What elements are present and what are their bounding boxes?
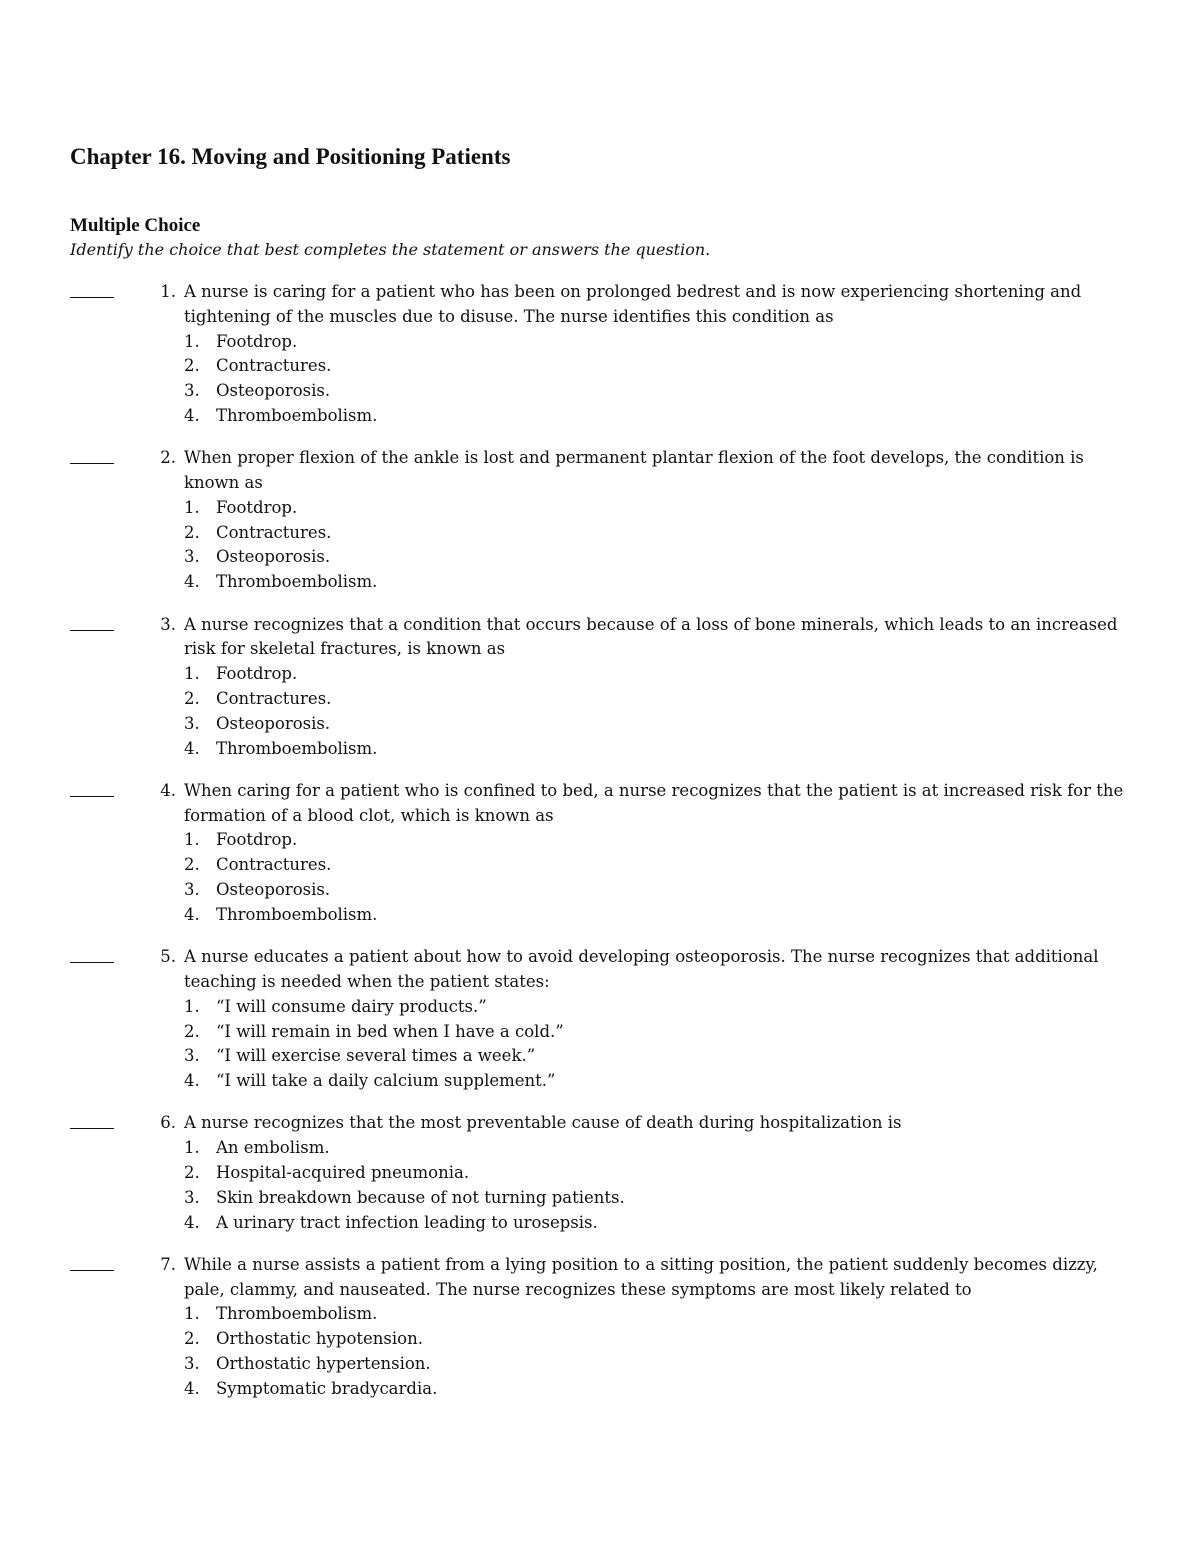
option-text: A urinary tract infection leading to urosepsis. — [216, 1212, 598, 1232]
option-item — [184, 995, 1140, 1020]
question-item — [70, 1111, 1140, 1235]
option-item — [184, 903, 1140, 928]
option-number: 2. — [184, 855, 200, 875]
question-body — [184, 1253, 1140, 1402]
question-number: 2. — [160, 448, 176, 468]
answer-blank[interactable] — [70, 945, 114, 963]
option-item — [184, 379, 1140, 404]
option-text: Contractures. — [216, 356, 332, 376]
question-stem: When proper flexion of the ankle is lost and permanent plantar flexion of the foot develops, the condition is known as — [184, 448, 1084, 493]
question-stem: While a nurse assists a patient from a lying position to a sitting position, the patient suddenly becomes dizzy, pale, clammy, and nauseated. The nurse recognizes these symptoms are most likely related to — [184, 1254, 1098, 1299]
question-number: 5. — [160, 947, 176, 967]
option-number: 3. — [184, 381, 200, 401]
option-item — [184, 828, 1140, 853]
option-item — [184, 1302, 1140, 1327]
question-item — [70, 779, 1140, 928]
option-item — [184, 1161, 1140, 1186]
question-number: 7. — [160, 1254, 176, 1274]
option-number: 1. — [184, 830, 200, 850]
option-item — [184, 1020, 1140, 1045]
option-number: 2. — [184, 1329, 200, 1349]
option-text: Contractures. — [216, 855, 332, 875]
option-number: 4. — [184, 1378, 200, 1398]
option-item — [184, 570, 1140, 595]
option-text: Symptomatic bradycardia. — [216, 1378, 438, 1398]
answer-blank[interactable] — [70, 779, 114, 797]
option-number: 1. — [184, 497, 200, 517]
option-number: 4. — [184, 738, 200, 758]
question-stem: A nurse recognizes that the most preventable cause of death during hospitalization is — [184, 1113, 902, 1133]
option-item — [184, 878, 1140, 903]
option-number: 3. — [184, 547, 200, 567]
answer-blank[interactable] — [70, 1111, 114, 1129]
option-item — [184, 496, 1140, 521]
option-text: Skin breakdown because of not turning patients. — [216, 1187, 625, 1207]
option-text: Osteoporosis. — [216, 713, 331, 733]
question-number: 1. — [160, 282, 176, 301]
option-item — [184, 545, 1140, 570]
option-item — [184, 1044, 1140, 1069]
option-text: Footdrop. — [216, 664, 298, 684]
option-text: Hospital-acquired pneumonia. — [216, 1163, 470, 1182]
option-item — [184, 853, 1140, 878]
option-number: 2. — [184, 522, 200, 542]
option-list — [184, 1136, 1140, 1235]
option-number: 3. — [184, 1354, 200, 1374]
option-item — [184, 712, 1140, 737]
question-stem: A nurse recognizes that a condition that occurs because of a loss of bone minerals, which leads to an increased risk for skeletal fractures, is known as — [184, 614, 1118, 659]
option-item — [184, 330, 1140, 355]
option-text: “I will take a daily calcium supplement.” — [216, 1071, 556, 1091]
option-text: Orthostatic hypotension. — [216, 1329, 423, 1349]
option-list — [184, 662, 1140, 761]
question-item — [70, 280, 1140, 429]
option-number: 4. — [184, 572, 200, 592]
option-number: 3. — [184, 713, 200, 733]
option-text: Contractures. — [216, 688, 332, 708]
instructions: Identify the choice that best completes the statement or answers the question. — [70, 240, 711, 259]
option-text: Thromboembolism. — [216, 572, 378, 592]
question-body — [184, 945, 1140, 1094]
question-list — [70, 280, 1140, 1402]
option-item — [184, 687, 1140, 712]
option-number: 4. — [184, 1071, 200, 1091]
option-text: Footdrop. — [216, 830, 298, 850]
option-item — [184, 404, 1140, 429]
question-item — [70, 1253, 1140, 1402]
option-text: Osteoporosis. — [216, 381, 331, 401]
question-number: 4. — [160, 780, 176, 800]
option-number: 2. — [184, 356, 200, 376]
option-number: 1. — [184, 331, 200, 351]
option-list — [184, 995, 1140, 1094]
option-text: “I will remain in bed when I have a cold.” — [216, 1021, 564, 1041]
option-number: 3. — [184, 1187, 200, 1207]
option-number: 1. — [184, 1138, 200, 1158]
option-text: Thromboembolism. — [216, 1304, 378, 1324]
option-number: 3. — [184, 880, 200, 900]
option-item — [184, 1136, 1140, 1161]
option-item — [184, 662, 1140, 687]
chapter-title: Chapter 16. Moving and Positioning Patients — [70, 144, 511, 169]
answer-blank[interactable] — [70, 1253, 114, 1271]
option-number: 3. — [184, 1046, 200, 1066]
answer-blank[interactable] — [70, 613, 114, 631]
question-body — [184, 613, 1140, 762]
question-number: 3. — [160, 614, 176, 634]
option-item — [184, 521, 1140, 546]
option-list — [184, 330, 1140, 429]
option-number: 4. — [184, 1212, 200, 1232]
question-item — [70, 446, 1140, 595]
option-item — [184, 1327, 1140, 1352]
option-number: 2. — [184, 1021, 200, 1041]
option-list — [184, 496, 1140, 595]
question-stem: A nurse is caring for a patient who has been on prolonged bedrest and is now experiencing shortening and tightening of the muscles due to disuse. The nurse identifies this condition as — [184, 282, 1082, 326]
question-number: 6. — [160, 1113, 176, 1133]
option-item — [184, 737, 1140, 762]
option-number: 1. — [184, 1304, 200, 1324]
question-item — [70, 945, 1140, 1094]
option-text: Footdrop. — [216, 331, 298, 351]
question-body — [184, 280, 1140, 429]
option-item — [184, 354, 1140, 379]
option-text: Thromboembolism. — [216, 904, 378, 924]
option-list — [184, 1302, 1140, 1401]
option-number: 2. — [184, 688, 200, 708]
option-text: An embolism. — [216, 1138, 330, 1158]
document-page — [70, 140, 1140, 1419]
option-text: Thromboembolism. — [216, 405, 378, 425]
option-item — [184, 1352, 1140, 1377]
option-text: Orthostatic hypertension. — [216, 1354, 431, 1374]
option-number: 2. — [184, 1163, 200, 1182]
option-number: 4. — [184, 405, 200, 425]
option-text: “I will exercise several times a week.” — [216, 1046, 536, 1066]
option-number: 1. — [184, 996, 200, 1016]
question-stem: When caring for a patient who is confined to bed, a nurse recognizes that the patient is at increased risk for the formation of a blood clot, which is known as — [184, 780, 1124, 825]
option-text: “I will consume dairy products.” — [216, 996, 487, 1016]
question-body — [184, 1111, 1140, 1235]
section-heading: Multiple Choice — [70, 215, 201, 236]
option-item — [184, 1211, 1140, 1236]
question-body — [184, 446, 1140, 595]
option-text: Thromboembolism. — [216, 738, 378, 758]
option-item — [184, 1069, 1140, 1094]
answer-blank[interactable] — [70, 446, 114, 464]
option-item — [184, 1377, 1140, 1402]
option-text: Contractures. — [216, 522, 332, 542]
option-item — [184, 1186, 1140, 1211]
answer-blank[interactable] — [70, 280, 114, 298]
option-list — [184, 828, 1140, 927]
question-body — [184, 779, 1140, 928]
question-item — [70, 613, 1140, 762]
option-number: 1. — [184, 664, 200, 684]
option-text: Footdrop. — [216, 497, 298, 517]
option-text: Osteoporosis. — [216, 880, 331, 900]
question-stem: A nurse educates a patient about how to avoid developing osteoporosis. The nurse recognizes that additional teaching is needed when the patient states: — [184, 947, 1099, 991]
option-number: 4. — [184, 904, 200, 924]
option-text: Osteoporosis. — [216, 547, 331, 567]
